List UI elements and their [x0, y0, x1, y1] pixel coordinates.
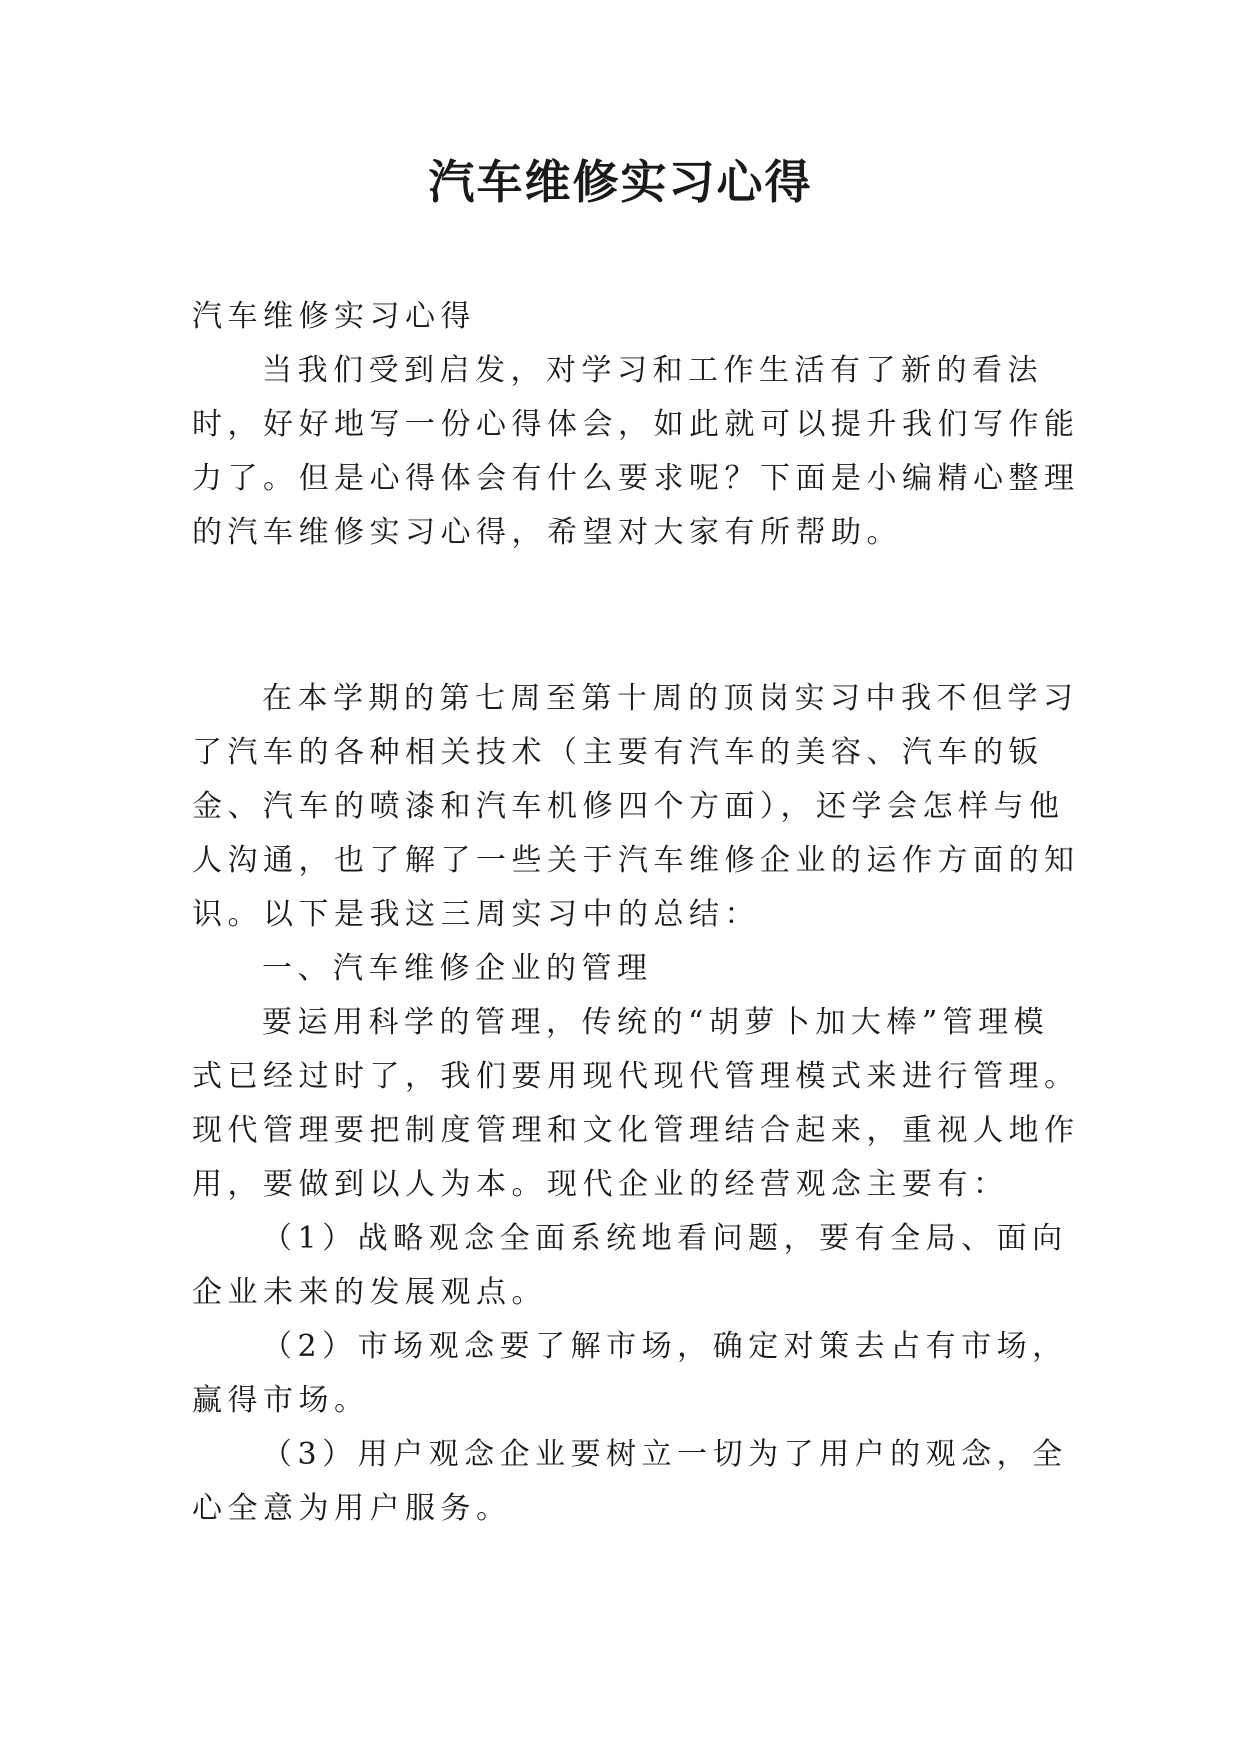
internship-summary-paragraph: 在本学期的第七周至第十周的顶岗实习中我不但学习了汽车的各种相关技术（主要有汽车的美容、汽车的钣金、汽车的喷漆和汽车机修四个方面），还学会怎样与他人沟通，也了解了一些关于汽车维修企业的运作方面的知识。以下是我这三周实习中的总结： — [192, 681, 1080, 932]
management-paragraph: 要运用科学的管理，传统的“胡萝卜加大棒”管理模式已经过时了，我们要用现代现代管理模式来进行管理。现代管理要把制度管理和文化管理结合起来，重视人地作用，要做到以人为本。现代企业的经营观念主要有： — [192, 1005, 1080, 1202]
document-body — [192, 290, 1082, 1536]
intro-paragraph: 当我们受到启发，对学习和工作生活有了新的看法时，好好地写一份心得体会，如此就可以提升我们写作能力了。但是心得体会有什么要求呢？下面是小编精心整理的汽车维修实习心得，希望对大家有所帮助。 — [192, 353, 1080, 550]
document-subtitle: 汽车维修实习心得 — [192, 299, 476, 334]
paragraph-spacer — [192, 560, 1082, 672]
list-item-market: （2）市场观念要了解市场，确定对策去占有市场，赢得市场。 — [192, 1329, 1068, 1418]
list-item-customer: （3）用户观念企业要树立一切为了用户的观念，全心全意为用户服务。 — [192, 1437, 1068, 1526]
list-item-strategy: （1）战略观念全面系统地看问题，要有全局、面向企业未来的发展观点。 — [192, 1221, 1068, 1310]
document-title: 汽车维修实习心得 — [428, 155, 813, 209]
section-heading-management: 一、汽车维修企业的管理 — [262, 951, 653, 986]
